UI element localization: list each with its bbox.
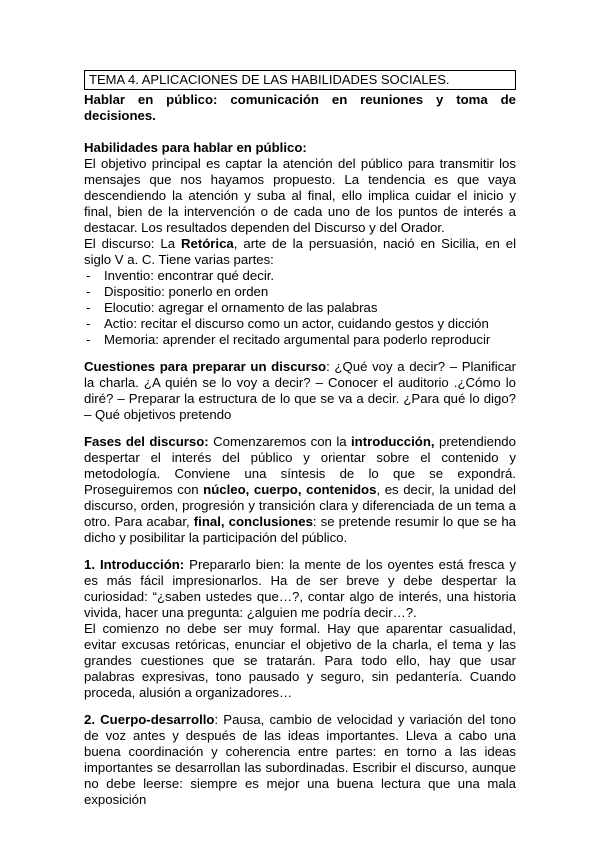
cuerpo-text: : Pausa, cambio de velocidad y variación del tono de voz antes y después de las ideas importantes. Lleva a cabo una buena coordinación y coherencia entre partes: en torno a las ideas importantes se desarrollan las subordinadas. Escribir el discurso, aunque no debe leerse: siempre es mejor una buena lectura que una mala exposición	[84, 712, 516, 807]
discurso-text-a: El discurso: La	[84, 236, 181, 251]
cuerpo-paragraph	[84, 712, 516, 808]
habilidades-paragraph: El objetivo principal es captar la atención del público para transmitir los mensajes que nos hayamos propuesto. La tendencia es que vaya descendiendo la atención y suba al final, ello implica cuidar el inicio y final, bien de la intervención o de cada uno de los puntos de interés a destacar. Los resultados dependen del Discurso y del Orador.	[84, 156, 516, 235]
document-page	[84, 70, 516, 808]
cuestiones-paragraph	[84, 359, 516, 423]
introduccion-text: Prepararlo bien: la mente de los oyentes está fresca y es más fácil impresionarlos. Ha de ser breve y debe despertar la curiosidad: “¿saben ustedes que…?, contar algo de interés, una historia vivida, hacer una pregunta: ¿alguien me podría decir…?.	[84, 557, 516, 620]
habilidades-heading: Habilidades para hablar en público:	[84, 140, 307, 155]
list-item: - Dispositio: ponerlo en orden	[84, 284, 516, 300]
cuerpo-heading: 2. Cuerpo-desarrollo	[84, 712, 215, 727]
comienzo-paragraph: El comienzo no debe ser muy formal. Hay que aparentar casualidad, evitar excusas retóricas, enunciar el objetivo de la charla, el tema y las grandes cuestiones que se tratarán. Para todo ello, hay que usar palabras expresivas, tono pausado y seguro, sin pedantería. Cuando proceda, alusión a organizadores…	[84, 621, 516, 700]
list-item: - Actio: recitar el discurso como un actor, cuidando gestos y dicción	[84, 316, 516, 332]
cuestiones-text: : ¿Qué voy a decir? – Planificar la charla. ¿A quién se lo voy a decir? – Conocer el auditorio .¿Cómo lo diré? – Preparar la estructura de lo que se va a decir. ¿Para qué lo digo? – Qué objetivos pretendo	[84, 359, 516, 422]
fases-text-3: , es decir, la unidad del discurso, orden, progresión y transición clara y diferenciada de un tema a otro. Para acabar,	[84, 482, 516, 529]
retorica-parts-list	[84, 268, 516, 348]
discurso-text-b: , arte de la persuasión, nació en Sicilia, en el siglo V a. C. Tiene varias partes:	[84, 236, 516, 267]
retorica-term: Retórica	[181, 236, 234, 251]
discurso-paragraph	[84, 236, 516, 268]
introduccion-paragraph	[84, 557, 516, 621]
fases-bold-3: final, conclusiones	[193, 514, 313, 529]
cuestiones-heading: Cuestiones para preparar un discurso	[84, 359, 327, 374]
list-item: - Memoria: aprender el recitado argumental para poderlo reproducir	[84, 332, 516, 348]
fases-text-1: Comenzaremos con la	[208, 434, 352, 449]
fases-text-2: pretendiendo despertar el interés del público y orientar sobre el contenido y metodología. Conviene una síntesis de lo que se expondrá. Proseguiremos con	[84, 434, 516, 497]
document-subtitle: Hablar en público: comunicación en reuniones y toma de decisiones.	[84, 92, 516, 123]
list-item: - Inventio: encontrar qué decir.	[84, 268, 516, 284]
topic-title: TEMA 4. APLICACIONES DE LAS HABILIDADES SOCIALES.	[84, 70, 516, 90]
fases-heading: Fases del discurso:	[84, 434, 209, 449]
introduccion-heading: 1. Introducción:	[84, 557, 185, 572]
fases-bold-2: núcleo, cuerpo, contenidos	[203, 482, 377, 497]
fases-paragraph	[84, 434, 516, 546]
fases-bold-1: introducción,	[351, 434, 435, 449]
list-item: - Elocutio: agregar el ornamento de las palabras	[84, 300, 516, 316]
fases-text-4: : se pretende resumir lo que se ha dicho y posibilitar la participación del público.	[84, 514, 516, 545]
